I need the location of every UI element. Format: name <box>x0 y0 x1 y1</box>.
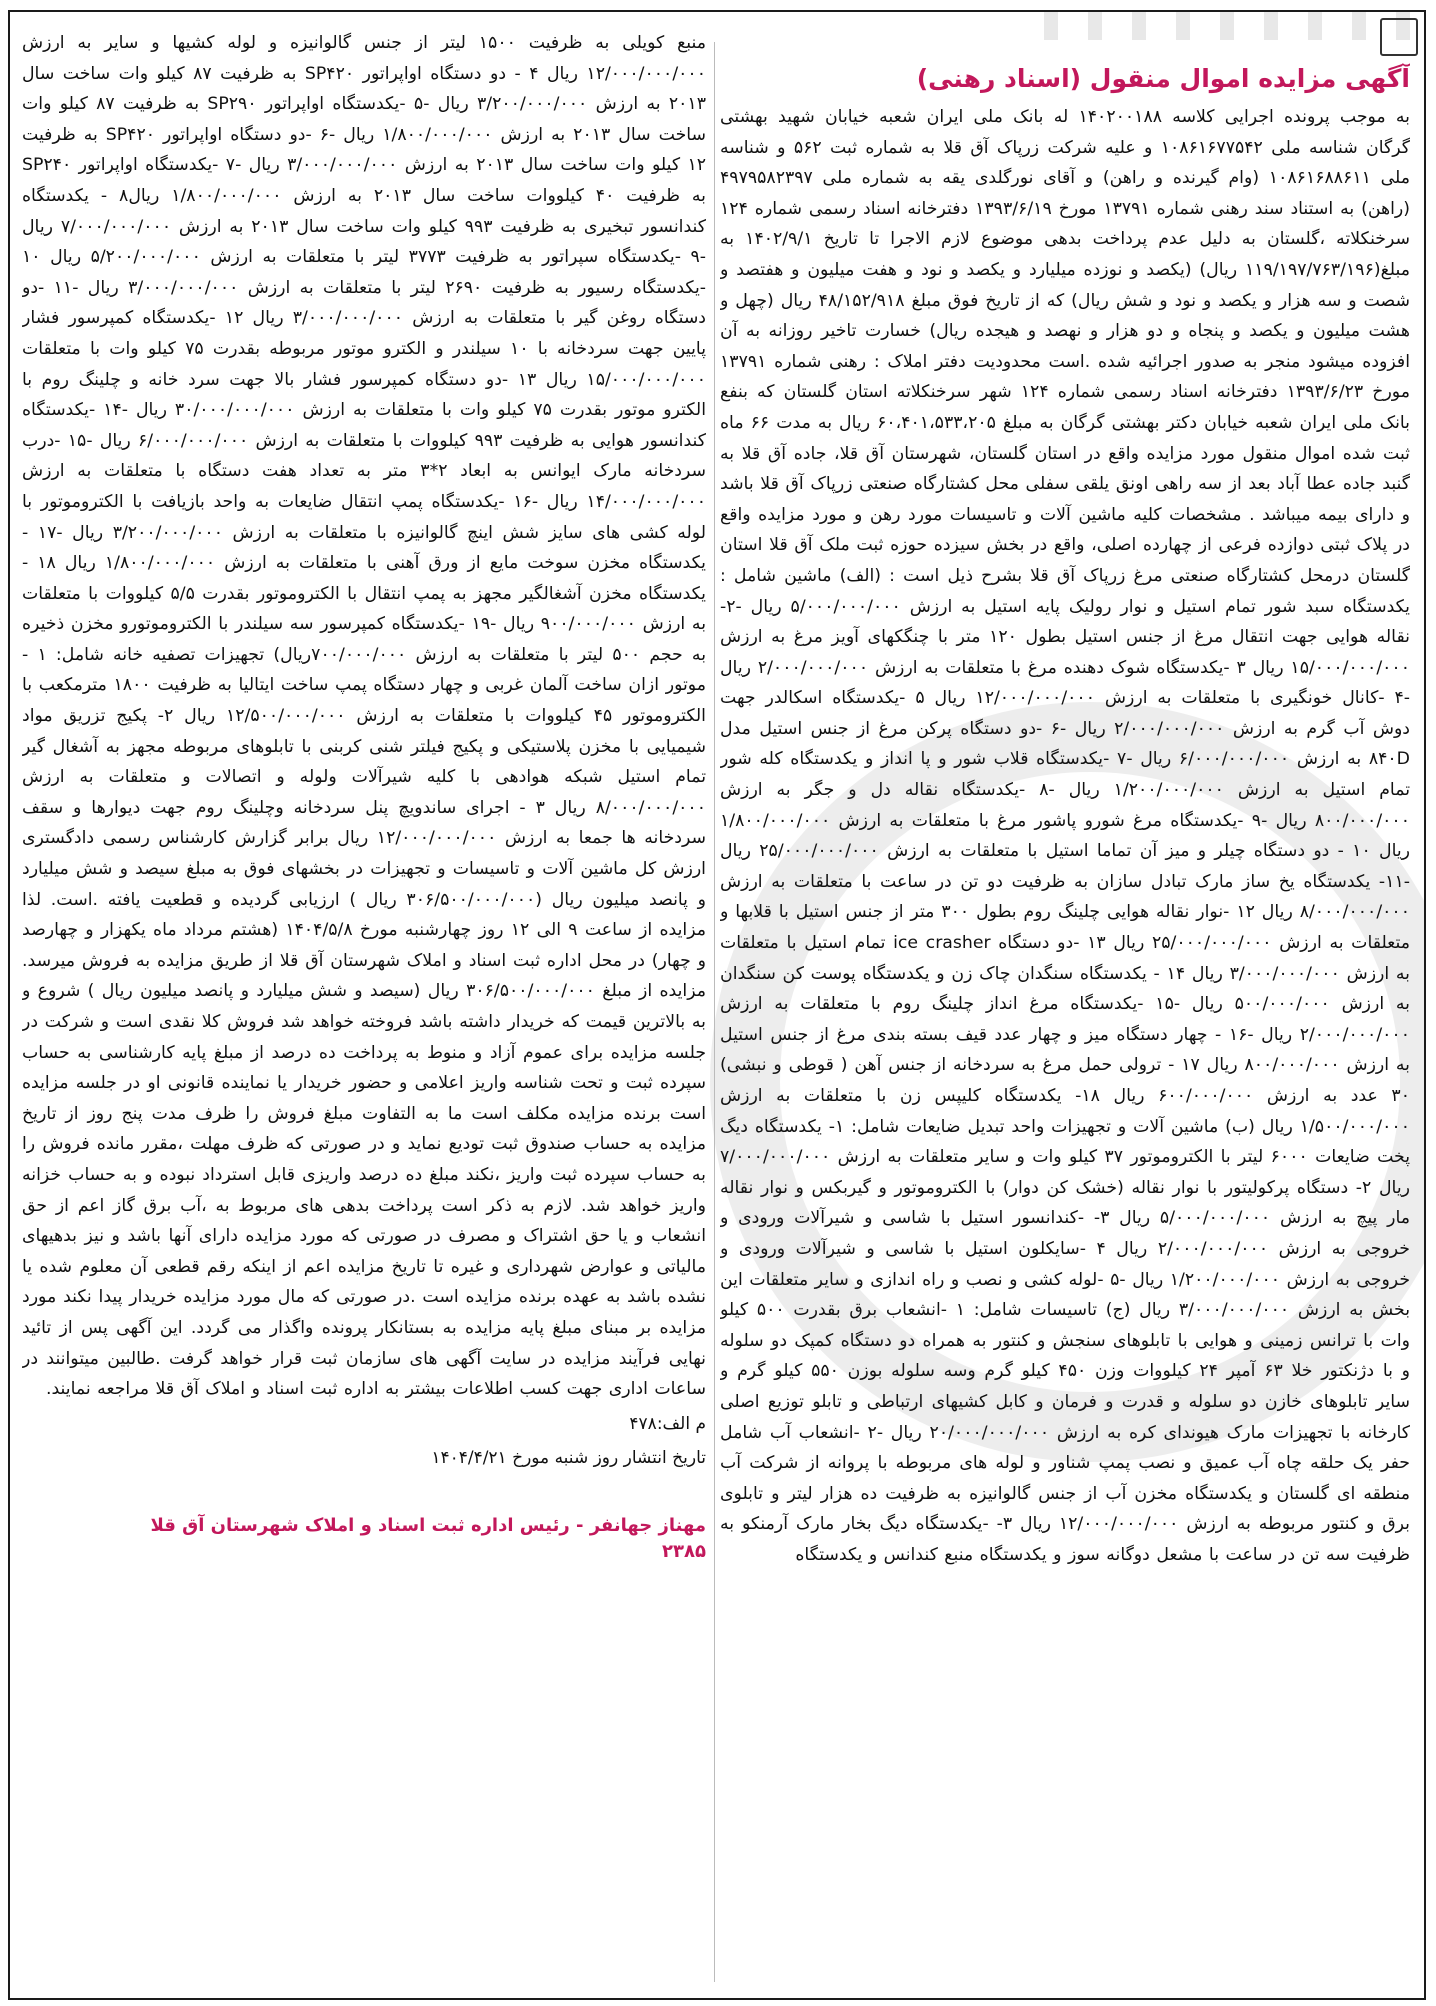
signature-name: مهناز جهانفر - رئیس اداره ثبت اسناد و املاک شهرستان آق قلا <box>150 1514 706 1536</box>
column-divider <box>714 42 715 1982</box>
right-column <box>720 62 1410 1992</box>
left-column-text: منبع کویلی به ظرفیت ۱۵۰۰ لیتر از جنس گالوانیزه و لوله کشیها و سایر به ارزش ۱۲/۰۰۰/۰۰۰/۰۰۰ ریال ۴ - دو دستگاه اواپراتور SP۴۲۰ به ظرفیت ۸۷ کیلو وات ساخت سال ۲۰۱۳ به ارزش ۳/۲۰۰/۰۰۰/۰۰۰ ریال -۵ -یکدستگاه اواپراتور SP۲۹۰ به ظرفیت ۸۷ کیلو وات ساخت سال ۲۰۱۳ به ارزش ۱/۸۰۰/۰۰۰/۰۰۰ ریال -۶ -دو دستگاه اواپراتور SP۴۲۰ به ظرفیت ۱۲ کیلو وات ساخت سال ۲۰۱۳ به ارزش ۳/۰۰۰/۰۰۰/۰۰۰ ریال -۷ -یکدستگاه اواپراتور SP۲۴۰ به ظرفیت ۴۰ کیلووات ساخت سال ۲۰۱۳ به ارزش ۱/۸۰۰/۰۰۰/۰۰۰ ریال۸ - یکدستگاه کندانسور تبخیری به ظرفیت ۹۹۳ کیلو وات ساخت سال ۲۰۱۳ به ارزش ۷/۰۰۰/۰۰۰/۰۰۰ ریال -۹ -یکدستگاه سپراتور به ظرفیت ۳۷۷۳ لیتر با متعلقات به ارزش ۵/۲۰۰/۰۰۰/۰۰۰ ریال ۱۰ -یکدستگاه رسیور به ظرفیت ۲۶۹۰ لیتر با متعلقات به ارزش ۳/۰۰۰/۰۰۰/۰۰۰ ریال -۱۱ -دو دستگاه روغن گیر با متعلقات به ارزش ۳/۰۰۰/۰۰۰/۰۰۰ ریال ۱۲ -یکدستگاه کمپرسور فشار پایین جهت سردخانه با ۱۰ سیلندر و الکترو موتور مربوطه بقدرت ۷۵ کیلو وات با متعلقات ۱۵/۰۰۰/۰۰۰/۰۰۰ ریال ۱۳ -دو دستگاه کمپرسور فشار بالا جهت سرد خانه و چلینگ روم با الکترو موتور بقدرت ۷۵ کیلو وات با متعلقات به ارزش ۳۰/۰۰۰/۰۰۰/۰۰۰ ریال -۱۴ -یکدستگاه کندانسور هوایی به ظرفیت ۹۹۳ کیلووات با متعلقات به ارزش ۶/۰۰۰/۰۰۰/۰۰۰ ریال -۱۵ -درب سردخانه مارک ایوانس به ابعاد ۲*۳ متر به تعداد هفت دستگاه با متعلقات به ارزش ۱۴/۰۰۰/۰۰۰/۰۰۰ ریال -۱۶ -یکدستگاه پمپ انتقال ضایعات به واحد بازیافت با الکتروموتور با لوله کشی های سایز شش اینچ گالوانیزه با متعلقات به ارزش ۳/۲۰۰/۰۰۰/۰۰۰ ریال -۱۷ - یکدستگاه مخزن سوخت مایع از ورق آهنی با متعلقات به ارزش ۱/۸۰۰/۰۰۰/۰۰۰ ریال ۱۸ - یکدستگاه مخزن آشغالگیر مجهز به پمپ انتقال با الکتروموتور بقدرت ۵/۵ کیلووات با متعلقات به ارزش ۹۰۰/۰۰۰/۰۰۰ ریال -۱۹ -یکدستگاه کمپرسور سه سیلندر با الکتروموتورو مخزن ذخیره به حجم ۵۰۰ لیتر با متعلقات به ارزش ۷۰۰/۰۰۰/۰۰۰ریال) تجهیزات تصفیه خانه شامل: ۱ - موتور ازان ساخت آلمان غربی و چهار دستگاه پمپ ساخت ایتالیا به ظرفیت ۱۸۰۰ مترمکعب با الکتروموتور ۴۵ کیلووات با متعلقات به ارزش ۱۲/۵۰۰/۰۰۰/۰۰۰ ریال ۲- پکیج تزریق مواد شیمیایی با مخزن پلاستیکی و پکیج فیلتر شنی کربنی با تابلوهای مربوطه مجهز به آشغال گیر تمام استیل شبکه هوادهی با کلیه شیرآلات ولوله و اتصالات و متعلقات به ارزش ۸/۰۰۰/۰۰۰/۰۰۰ ریال ۳ - اجرای ساندویچ پنل سردخانه وچلینگ روم جهت دیوارها و سقف سردخانه ها جمعا به ارزش ۱۲/۰۰۰/۰۰۰/۰۰۰ ریال برابر گزارش کارشناس رسمی دادگستری ارزش کل ماشین آلات و تاسیسات و تجهیزات در بخشهای فوق به مبلغ سیصد و شش میلیارد و پانصد میلیون ریال (۳۰۶/۵۰۰/۰۰۰/۰۰۰ ریال ) ارزیابی گردیده و قطعیت یافته .است. لذا مزایده از ساعت ۹ الی ۱۲ روز چهارشنبه مورخ ۱۴۰۴/۵/۸ (هشتم مرداد ماه یکهزار و چهارصد و چهار) در محل اداره ثبت اسناد و املاک شهرستان آق قلا از طریق مزایده به فروش میرسد. مزایده از مبلغ ۳۰۶/۵۰۰/۰۰۰/۰۰۰ ریال (سیصد و شش میلیارد و پانصد میلیون ریال ) شروع و به بالاترین قیمت که خریدار داشته باشد فروخته خواهد شد فروش کلا نقدی است و شرکت در جلسه مزایده برای عموم آزاد و منوط به پرداخت ده درصد از مبلغ پایه کارشناسی به حساب سپرده ثبت و تحت شناسه واریز اعلامی و حضور خریدار یا نماینده قانونی او در جلسه مزایده است برنده مزایده مکلف است ما به التفاوت مبلغ فروش را ظرف مدت پنج روز از تاریخ مزایده به حساب صندوق ثبت تودیع نماید و در صورتی که ظرف مهلت ،مقرر مانده فروش را به حساب سپرده ثبت واریز ،نکند مبلغ ده درصد واریزی قابل استرداد نبوده و به حساب خزانه واریز خواهد شد. لازم به ذکر است پرداخت بدهی های مربوط به ،آب برق گاز اعم از حق انشعاب و یا حق اشتراک و مصرف در صورتی که مورد مزایده دارای آنها باشد و نیز بدهیهای مالیاتی و عوارض شهرداری و غیره تا تاریخ مزایده اعم از اینکه رقم قطعی آن معلوم شده یا نشده باشد به عهده برنده مزایده است .در صورتی که مال مورد مزایده خریدار پیدا نکند مورد مزایده بر مبنای مبلغ پایه مزایده به بستانکار پرونده واگذار می گردد. این آگهی پس از تائید نهایی فرآیند مزایده در سایت آگهی های سازمان ثبت قرار خواهد گرفت .طالبین میتوانند در ساعات اداری جهت کسب اطلاعات بیشتر به اداره ثبت اسناد و املاک آق قلا مراجعه نمایند. <box>22 33 706 1400</box>
signature-block <box>22 1513 706 1565</box>
notice-title: آگهی مزایده اموال منقول (اسناد رهنی) <box>916 64 1410 93</box>
notice-frame <box>8 10 1426 2000</box>
reference-number: م الف:۴۷۸ <box>629 1413 706 1434</box>
header-decoration <box>1044 12 1424 40</box>
right-column-text: به موجب پرونده اجرایی کلاسه ۱۴۰۲۰۰۱۸۸ له بانک ملی ایران شعبه خیابان شهید بهشتی گرگان شناسه ملی ۱۰۸۶۱۶۷۷۵۴۲ و علیه شرکت زرپاک آق قلا به شماره ثبت ۵۶۲ و شناسه ملی ۱۰۸۶۱۶۸۸۶۱۱ (وام گیرنده و راهن) و آقای نورگلدی یقه به شماره ملی ۴۹۷۹۵۸۲۳۹۷ (راهن) به استناد سند رهنی شماره ۱۳۷۹۱ مورخ ۱۳۹۳/۶/۱۹ دفترخانه اسناد رسمی شماره ۱۲۴ سرخنکلاته ،گلستان به دلیل عدم پرداخت بدهی موضوع لازم الاجرا تا تاریخ ۱۴۰۲/۹/۱ به مبلغ(۱۱۹/۱۹۷/۷۶۳/۱۹۶ ریال) (یکصد و نوزده میلیارد و یکصد و نود و هفت میلیون و هفتصد و شصت و سه هزار و یکصد و نود و شش ریال) که از تاریخ فوق مبلغ ۴۸/۱۵۲/۹۱۸ ریال (چهل و هشت میلیون و یکصد و پنجاه و دو هزار و نهصد و هیجده ریال) خسارت تاخیر روزانه به آن افزوده میشود منجر به صدور اجرائیه شده .است محدودیت دفتر املاک : رهنی شماره ۱۳۷۹۱ مورخ ۱۳۹۳/۶/۲۳ دفترخانه اسناد رسمی شماره ۱۲۴ شهر سرخنکلاته استان گلستان که بنفع بانک ملی ایران شعبه خیابان دکتر بهشتی گرگان به مبلغ ۶۰،۴۰۱،۵۳۳،۲۰۵ ریال به مدت ۶۶ ماه ثبت شده اموال منقول مورد مزایده واقع در استان گلستان، شهرستان آق قلا، جاده آق قلا به گنبد جاده عطا آباد بعد از سه راهی اونق یلقی سفلی محل کشتارگاه صنعتی زرپاک آق قلا باشد و دارای بیمه میباشد . مشخصات کلیه ماشین آلات و تاسیسات مورد رهن و مورد مزایده واقع در پلاک ثبتی دوازده فرعی از چهارده اصلی، واقع در بخش سیزده حوزه ثبت ملک آق قلا استان گلستان درمحل کشتارگاه صنعتی مرغ زرپاک آق قلا بشرح ذیل است : (الف) ماشین شامل : یکدستگاه سبد شور تمام استیل و نوار رولیک پایه استیل به ارزش ۵/۰۰۰/۰۰۰/۰۰۰ ریال -۲- نقاله هوایی جهت انتقال مرغ از جنس استیل بطول ۱۲۰ متر با چنگکهای آویز مرغ به ارزش ۱۵/۰۰۰/۰۰۰/۰۰۰ ریال ۳ -یکدستگاه شوک دهنده مرغ با متعلقات به ارزش ۲/۰۰۰/۰۰۰/۰۰۰ ریال -۴ -کانال خونگیری با متعلقات به ارزش ۱۲/۰۰۰/۰۰۰/۰۰۰ ریال ۵ -یکدستگاه اسکالدر جهت دوش آب گرم به ارزش ۲/۰۰۰/۰۰۰/۰۰۰ ریال -۶ -دو دستگاه پرکن مرغ از جنس استیل مدل ۸۴۰D به ارزش ۶/۰۰۰/۰۰۰/۰۰۰ ریال -۷ -یکدستگاه قلاب شور و پا انداز و یکدستگاه کله شور تمام استیل به ارزش ۱/۲۰۰/۰۰۰/۰۰۰ ریال -۸ -یکدستگاه نقاله دل و جگر به ارزش ۸۰۰/۰۰۰/۰۰۰ ریال -۹ -یکدستگاه مرغ شورو پاشور مرغ با متعلقات به ارزش ۱/۸۰۰/۰۰۰/۰۰۰ ریال ۱۰ - دو دستگاه چیلر و میز آن تماما استیل با متعلقات به ارزش ۲۵/۰۰۰/۰۰۰/۰۰۰ ریال -۱۱- یکدستگاه یخ ساز مارک تبادل سازان به ظرفیت دو تن در ساعت با متعلقات به ارزش ۸/۰۰۰/۰۰۰/۰۰۰ ریال ۱۲ -نوار نقاله هوایی چلینگ روم بطول ۳۰۰ متر از جنس استیل با قلابها و متعلقات به ارزش ۲۵/۰۰۰/۰۰۰/۰۰۰ ریال ۱۳ -دو دستگاه ice crasher تمام استیل با متعلقات به ارزش ۳/۰۰۰/۰۰۰/۰۰۰ ریال ۱۴ - یکدستگاه سنگدان چاک زن و یکدستگاه پوست کن سنگدان به ارزش ۵۰۰/۰۰۰/۰۰۰ ریال -۱۵ -یکدستگاه مرغ انداز چلینگ روم با متعلقات به ارزش ۲/۰۰۰/۰۰۰/۰۰۰ ریال -۱۶ - چهار دستگاه میز و چهار عدد قیف بسته بندی مرغ از جنس استیل به ارزش ۸۰۰/۰۰۰/۰۰۰ ریال ۱۷ - ترولی حمل مرغ به سردخانه از جنس آهن ( قوطی و نبشی) ۳۰ عدد به ارزش ۶۰۰/۰۰۰/۰۰۰ ریال ۱۸- یکدستگاه کلیپس زن با متعلقات به ارزش ۱/۵۰۰/۰۰۰/۰۰۰ ریال (ب) ماشین آلات و تجهیزات واحد تبدیل ضایعات شامل: ۱- یکدستگاه دیگ پخت ضایعات ۶۰۰۰ لیتر با الکتروموتور ۳۷ کیلو وات و سایر متعلقات به ارزش ۷/۰۰۰/۰۰۰/۰۰۰ ریال ۲- دستگاه پرکولیتور با نوار نقاله (خشک کن دوار) با الکتروموتور و گیربکس و نوار نقاله مار پیچ به ارزش ۵/۰۰۰/۰۰۰/۰۰۰ ریال ۳- -کندانسور استیل با شاسی و شیرآلات ورودی و خروجی به ارزش ۲/۰۰۰/۰۰۰/۰۰۰ ریال ۴ -سایکلون استیل با شاسی و شیرآلات ورودی و خروجی به ارزش ۱/۲۰۰/۰۰۰/۰۰۰ ریال -۵ -لوله کشی و نصب و راه اندازی و سایر متعلقات این بخش به ارزش ۳/۰۰۰/۰۰۰/۰۰۰ ریال (ج) تاسیسات شامل: ۱ -انشعاب برق بقدرت ۵۰۰ کیلو وات با ترانس زمینی و هوایی با تابلوهای سنجش و کنتور به همراه دو دستگاه کمپک دو سلوله و با دژنکتور خلا ۶۳ آمپر ۲۴ کیلووات وزن ۴۵۰ کیلو گرم وسه سلوله بوزن ۵۵۰ کیلو گرم و سایر تابلوهای خازن دو سلوله و قدرت و فرمان و کابل کشیهای ارتباطی و تابلو توزیع اصلی کارخانه با تجهیزات مارک هیوندای کره به ارزش ۲۰/۰۰۰/۰۰۰/۰۰۰ ریال -۲ -انشعاب آب شامل حفر یک حلقه چاه آب عمیق و نصب پمپ شناور و لوله های مربوطه با پروانه از شرکت آب منطقه ای گلستان و یکدستگاه مخزن آب از جنس گالوانیزه به ظرفیت ده هزار لیتر و تابلوی برق و کنتور مربوطه به ارزش ۱۲/۰۰۰/۰۰۰/۰۰۰ ریال ۳- -یکدستگاه دیگ بخار مارک آرمنکو به ظرفیت سه تن در ساعت با مشعل دوگانه سوز و یکدستگاه منبع کندانس و یکدستگاه <box>720 107 1410 1565</box>
corner-box <box>1380 18 1418 56</box>
publish-date: تاریخ انتشار روز شنبه مورخ ۱۴۰۴/۴/۲۱ <box>431 1447 706 1468</box>
signature-code: ۲۳۸۵ <box>662 1540 706 1562</box>
left-column <box>22 28 706 1988</box>
